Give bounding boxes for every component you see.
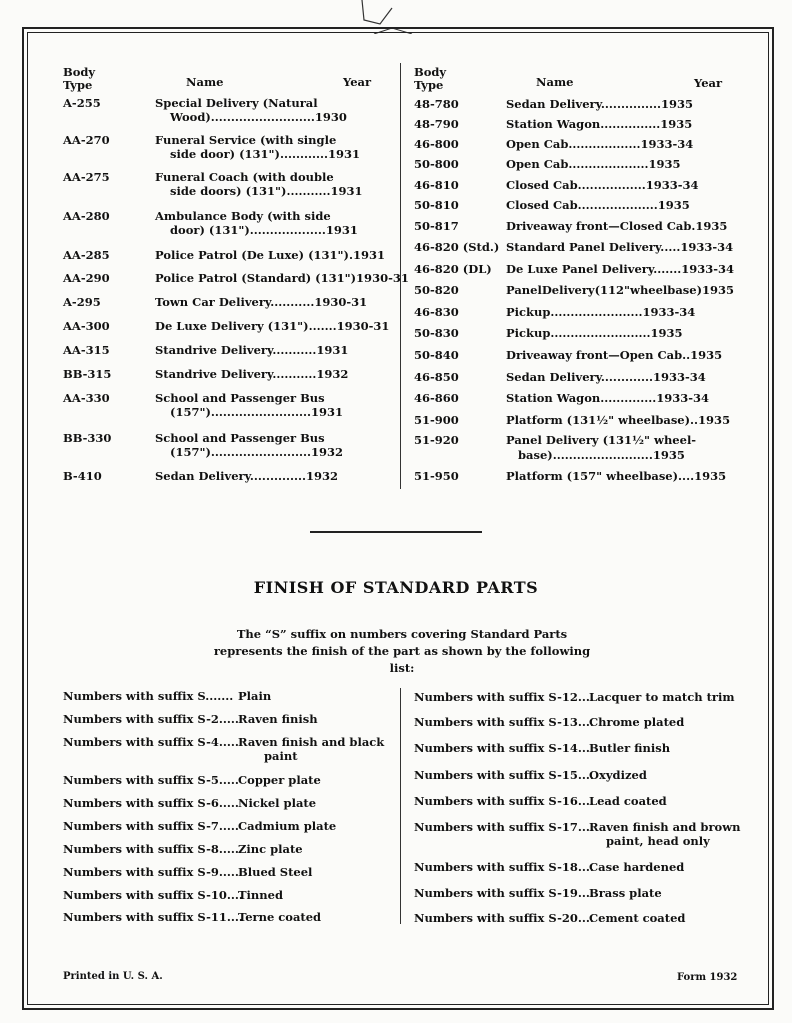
body-name-line: Closed Cab.................1933-34 <box>506 178 699 192</box>
body-name-line: Town Car Delivery...........1930-31 <box>155 295 368 309</box>
suffix-label: Numbers with suffix S-12.... <box>414 690 594 704</box>
body-type-cell: 46-850 <box>414 370 459 384</box>
body-type-cell: 50-817 <box>414 219 459 233</box>
suffix-label: Numbers with suffix S-7..... <box>63 819 239 833</box>
body-type-cell: 50-810 <box>414 198 459 212</box>
body-name-line: School and Passenger Bus <box>155 391 325 405</box>
body-name-line: door) (131")...................1931 <box>170 223 358 237</box>
body-type-cell: 46-810 <box>414 178 459 192</box>
body-name-line: Standard Panel Delivery.....1933-34 <box>506 240 734 254</box>
suffix-value: paint, head only <box>606 834 710 848</box>
suffix-value: Chrome plated <box>589 715 685 729</box>
right-year-header: Year <box>694 76 723 90</box>
suffix-label: Numbers with suffix S-18.... <box>414 860 594 874</box>
left-year-header: Year <box>343 75 372 89</box>
body-name-line: PanelDelivery(112"wheelbase)1935 <box>506 283 735 297</box>
finish-intro: The “S” suffix on numbers covering Standard Parts represents the finish of the part as shown by the following list: <box>213 627 591 675</box>
body-name-line: Sedan Delivery...............1935 <box>506 97 693 111</box>
body-name-line: Sedan Delivery..............1932 <box>155 469 338 483</box>
right-body-type-header <box>414 66 446 92</box>
body-type-cell: AA-315 <box>63 343 110 357</box>
body-name-line: base).........................1935 <box>518 448 685 462</box>
header-type-label: Type <box>414 78 444 92</box>
body-name-line: Platform (157" wheelbase)....1935 <box>506 469 727 483</box>
suffix-label: Numbers with suffix S-16.... <box>414 794 594 808</box>
body-name-line: Wood)..........................1930 <box>170 110 347 124</box>
body-type-cell: AA-275 <box>63 170 110 184</box>
body-type-cell: 46-830 <box>414 305 459 319</box>
body-type-cell: 46-820 (Std.) <box>414 240 500 254</box>
suffix-label: Numbers with suffix S-8..... <box>63 842 239 856</box>
suffix-value: Cement coated <box>589 911 686 925</box>
suffix-value: Copper plate <box>238 773 321 787</box>
suffix-label: Numbers with suffix S-19.... <box>414 886 594 900</box>
body-type-cell: 48-790 <box>414 117 459 131</box>
body-name-line: Station Wagon...............1935 <box>506 117 693 131</box>
suffix-value: Raven finish and brown <box>589 820 741 834</box>
body-type-cell: BB-315 <box>63 367 112 381</box>
section-rule <box>310 531 482 533</box>
body-name-line: Special Delivery (Natural <box>155 96 318 110</box>
suffix-label: Numbers with suffix S-15.... <box>414 768 594 782</box>
body-name-line: Driveaway front—Open Cab..1935 <box>506 348 723 362</box>
finish-title: FINISH OF STANDARD PARTS <box>253 578 539 597</box>
suffix-value: Butler finish <box>589 741 671 755</box>
body-type-cell: AA-330 <box>63 391 110 405</box>
body-name-line: Open Cab....................1935 <box>506 157 681 171</box>
body-type-cell: AA-285 <box>63 248 110 262</box>
body-type-cell: A-255 <box>63 96 101 110</box>
suffix-value: Cadmium plate <box>238 819 337 833</box>
body-name-line: (157").........................1931 <box>170 405 343 419</box>
body-type-cell: 46-860 <box>414 391 459 405</box>
suffix-value: Tinned <box>238 888 284 902</box>
body-name-line: (157").........................1932 <box>170 445 343 459</box>
body-type-cell: BB-330 <box>63 431 112 445</box>
suffix-label: Numbers with suffix S-11.... <box>63 910 243 924</box>
body-type-cell: AA-300 <box>63 319 110 333</box>
body-type-cell: AA-270 <box>63 133 110 147</box>
body-name-line: side door) (131")............1931 <box>170 147 361 161</box>
body-name-line: De Luxe Panel Delivery.......1933-34 <box>506 262 735 276</box>
suffix-value: Zinc plate <box>238 842 303 856</box>
body-type-cell: AA-290 <box>63 271 110 285</box>
suffix-label: Numbers with suffix S-4..... <box>63 735 239 749</box>
body-name-line: Platform (131½" wheelbase)..1935 <box>506 413 731 427</box>
body-name-line: Standrive Delivery...........1932 <box>155 367 349 381</box>
suffix-label: Numbers with suffix S-20.... <box>414 911 594 925</box>
suffix-label: Numbers with suffix S-6..... <box>63 796 239 810</box>
body-name-line: De Luxe Delivery (131").......1930-31 <box>155 319 390 333</box>
body-name-line: Driveaway front—Closed Cab.1935 <box>506 219 728 233</box>
body-type-cell: 51-900 <box>414 413 459 427</box>
suffix-label: Numbers with suffix S-2..... <box>63 712 239 726</box>
footer-printed: Printed in U. S. A. <box>63 971 163 982</box>
body-name-line: Closed Cab....................1935 <box>506 198 690 212</box>
right-name-header: Name <box>536 75 574 89</box>
header-body-label: Body <box>414 65 447 79</box>
body-name-line: Sedan Delivery.............1933-34 <box>506 370 706 384</box>
body-name-line: Station Wagon..............1933-34 <box>506 391 710 405</box>
body-type-cell: B-410 <box>63 469 102 483</box>
suffix-value: Lead coated <box>589 794 667 808</box>
body-name-line: School and Passenger Bus <box>155 431 325 445</box>
suffix-value: paint <box>264 749 298 763</box>
finish-divider <box>400 688 401 924</box>
body-type-cell: 51-950 <box>414 469 459 483</box>
suffix-label: Numbers with suffix S-5..... <box>63 773 239 787</box>
header-body-label: Body <box>63 65 96 79</box>
body-name-line: Panel Delivery (131½" wheel- <box>506 433 697 447</box>
body-type-cell: 51-920 <box>414 433 459 447</box>
body-name-line: Police Patrol (Standard) (131")1930-31 <box>155 271 409 285</box>
body-name-line: Pickup.........................1935 <box>506 326 683 340</box>
body-name-line: Police Patrol (De Luxe) (131").1931 <box>155 248 385 262</box>
suffix-value: Brass plate <box>589 886 662 900</box>
body-type-cell: AA-280 <box>63 209 110 223</box>
body-name-line: Standrive Delivery...........1931 <box>155 343 349 357</box>
suffix-value: Nickel plate <box>238 796 317 810</box>
body-type-cell: 46-800 <box>414 137 459 151</box>
body-type-cell: 48-780 <box>414 97 459 111</box>
left-name-header: Name <box>186 75 224 89</box>
body-name-line: Open Cab..................1933-34 <box>506 137 694 151</box>
body-name-line: Pickup.......................1933-34 <box>506 305 696 319</box>
suffix-value: Raven finish <box>238 712 318 726</box>
body-name-line: Funeral Coach (with double <box>155 170 334 184</box>
suffix-label: Numbers with suffix S-9..... <box>63 865 239 879</box>
left-body-type-header <box>63 66 95 92</box>
suffix-value: Terne coated <box>238 910 322 924</box>
suffix-value: Oxydized <box>589 768 647 782</box>
body-name-line: Ambulance Body (with side <box>155 209 331 223</box>
body-name-line: side doors) (131")...........1931 <box>170 184 363 198</box>
footer-form: Form 1932 <box>677 972 738 983</box>
suffix-label: Numbers with suffix S-14.... <box>414 741 594 755</box>
body-type-cell: 50-830 <box>414 326 459 340</box>
header-type-label: Type <box>63 78 93 92</box>
suffix-value: Case hardened <box>589 860 685 874</box>
suffix-label: Numbers with suffix S....... <box>63 689 234 703</box>
body-name-line: Funeral Service (with single <box>155 133 337 147</box>
body-type-cell: A-295 <box>63 295 101 309</box>
body-type-cell: 46-820 (DL) <box>414 262 492 276</box>
suffix-value: Blued Steel <box>238 865 313 879</box>
suffix-value: Raven finish and black <box>238 735 385 749</box>
body-type-cell: 50-840 <box>414 348 459 362</box>
suffix-value: Plain <box>238 689 272 703</box>
body-type-cell: 50-800 <box>414 157 459 171</box>
body-type-cell: 50-820 <box>414 283 459 297</box>
suffix-value: Lacquer to match trim <box>589 690 735 704</box>
suffix-label: Numbers with suffix S-13.... <box>414 715 594 729</box>
suffix-label: Numbers with suffix S-10.... <box>63 888 243 902</box>
suffix-label: Numbers with suffix S-17.... <box>414 820 594 834</box>
